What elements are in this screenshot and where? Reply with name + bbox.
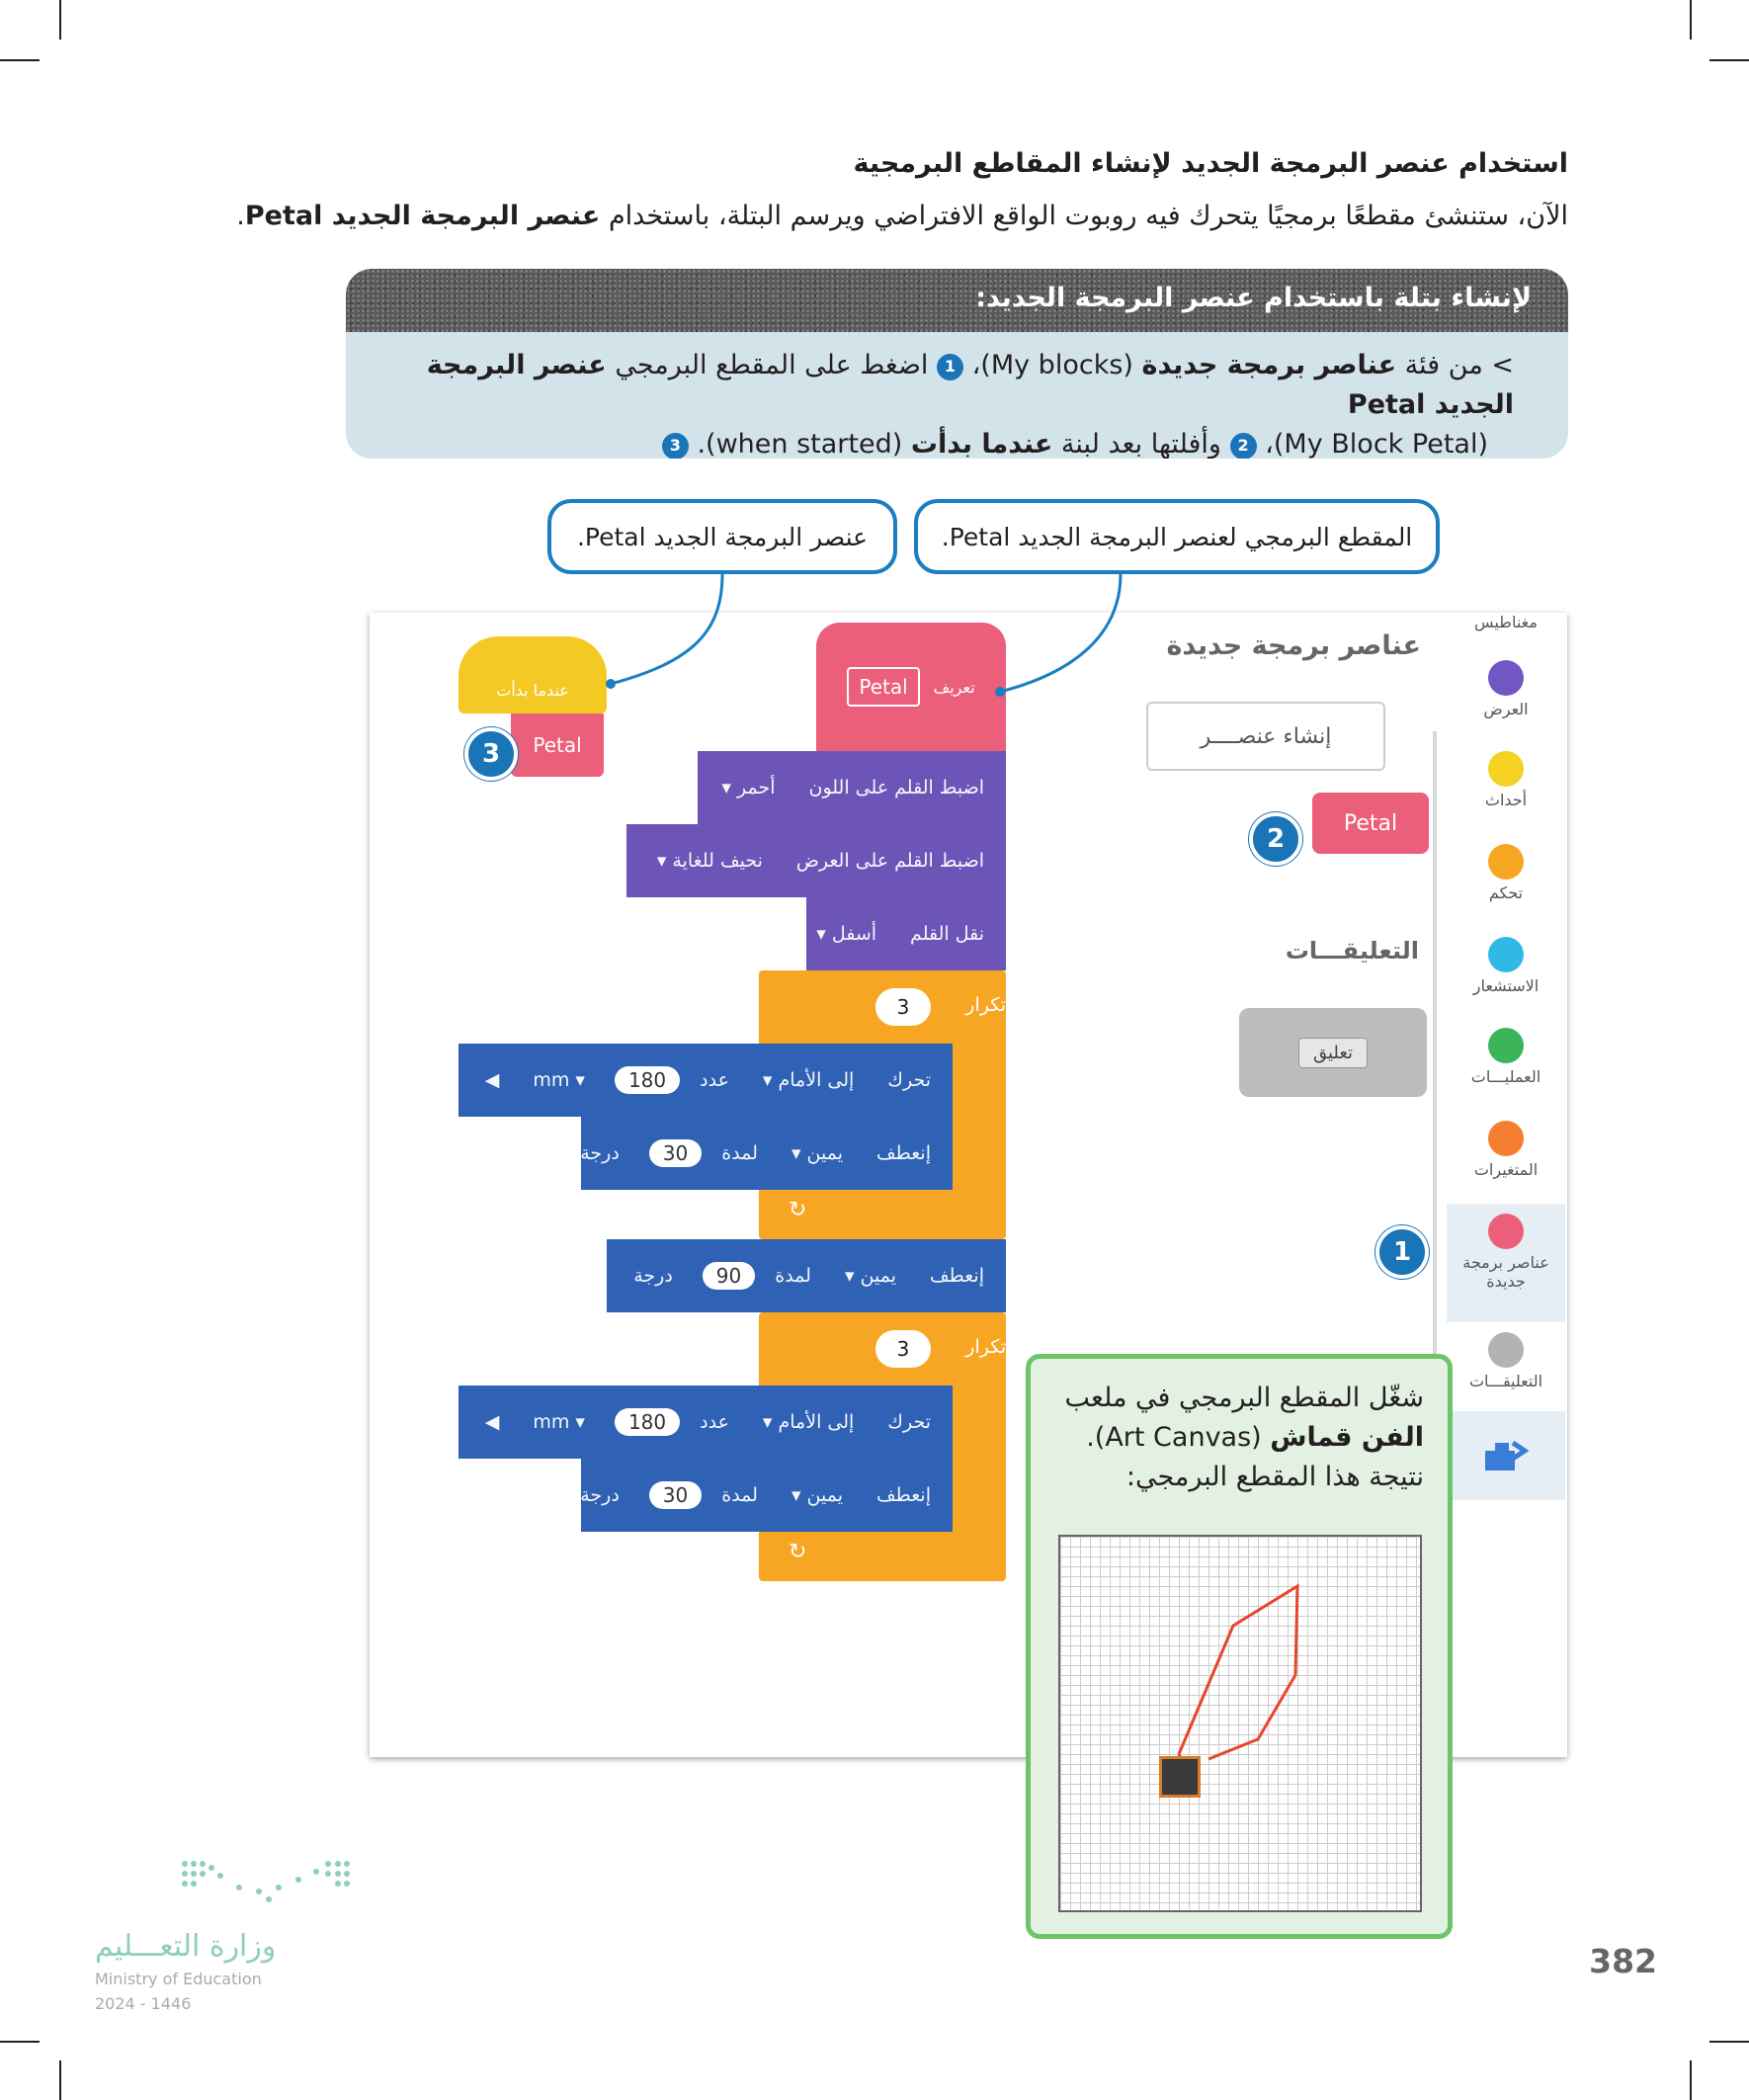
- result-box: [1026, 1354, 1453, 1939]
- distance-input[interactable]: 180: [615, 1408, 680, 1436]
- step-marker-3: 3: [464, 727, 518, 781]
- category-my-blocks[interactable]: عناصر برمجة جديدة: [1447, 1204, 1565, 1322]
- crop-mark: [1709, 2041, 1749, 2043]
- category-sensing[interactable]: الاستشعار: [1447, 937, 1565, 995]
- repeat-side: [953, 1044, 1006, 1188]
- ministry-name-arabic: وزارة التعـــليم: [95, 1929, 277, 1964]
- set-pen-width-block[interactable]: اضبط القلم على العرض نحيف للغاية ▾: [626, 824, 1006, 897]
- category-operators[interactable]: العمليـــات: [1447, 1028, 1565, 1086]
- step-badge: 1: [937, 354, 963, 380]
- result-text: شغّل المقطع البرمجي في ملعب الفن قماش (Art Canvas). نتيجة هذا المقطع البرمجي:: [1064, 1383, 1424, 1492]
- step-badge: 2: [1230, 433, 1257, 460]
- drive-forward-block[interactable]: تحرك إلى الأمام ▾ عدد 180 ▾ mm ◀: [458, 1044, 953, 1117]
- page-number: 382: [1589, 1942, 1657, 1980]
- distance-input[interactable]: 180: [615, 1066, 680, 1094]
- category-variables[interactable]: المتغيرات: [1447, 1121, 1565, 1179]
- section-heading: استخدام عنصر البرمجة الجديد لإنشاء المقاطع البرمجية: [853, 148, 1568, 179]
- intro-paragraph: الآن، ستنشئ مقطعًا برمجيًا يتحرك فيه روبوت الواقع الافتراضي ويرسم البتلة، باستخدام عنصر البرمجة الجديد Petal.: [236, 201, 1568, 231]
- category-events[interactable]: أحداث: [1447, 751, 1565, 809]
- repeat-label: تكرار: [965, 994, 1006, 1016]
- instructions-body: > من فئة عناصر برمجة جديدة (My blocks)، 1 اضغط على المقطع البرمجي عنصر البرمجة الجديد Petal (My Block Petal)، 2 وأفلتها بعد لبنة عندما بدأت (when started). 3: [426, 350, 1514, 459]
- instructions-box: [346, 269, 1568, 459]
- petal-block-placed[interactable]: Petal: [511, 714, 604, 777]
- repeat-count-input[interactable]: 3: [875, 988, 931, 1026]
- move-pen-block[interactable]: نقل القلم أسفل ▾: [806, 897, 1006, 970]
- turn-right-90-block[interactable]: إنعطف يمين ▾ لمدة 90 درجة ◀: [607, 1239, 1006, 1312]
- repeat-foot: ↻: [759, 1188, 1006, 1239]
- crop-mark: [0, 2041, 40, 2043]
- set-pen-color-block[interactable]: اضبط القلم على اللون أحمر ▾: [698, 751, 1006, 824]
- category-magnet[interactable]: مغناطيس: [1474, 613, 1538, 631]
- robot-icon: [1159, 1756, 1201, 1798]
- palette-petal-block[interactable]: Petal: [1312, 793, 1429, 854]
- comment-input[interactable]: تعليق: [1298, 1038, 1368, 1068]
- define-petal-block[interactable]: تعريف Petal: [816, 623, 1006, 751]
- when-started-block[interactable]: عندما بدأت: [458, 636, 607, 714]
- art-canvas-output: [1058, 1535, 1422, 1912]
- ministry-logo-icon: [180, 1858, 352, 1907]
- extensions-icon[interactable]: [1447, 1411, 1565, 1500]
- crop-mark: [59, 0, 61, 40]
- degrees-input[interactable]: 30: [649, 1139, 702, 1167]
- callout-petal-block: عنصر البرمجة الجديد Petal.: [547, 499, 897, 574]
- ministry-years: 2024 - 1446: [95, 1994, 192, 2013]
- degrees-input[interactable]: 90: [703, 1262, 755, 1290]
- repeat-label: تكرار: [965, 1336, 1006, 1358]
- instructions-title: لإنشاء بتلة باستخدام عنصر البرمجة الجديد:: [346, 269, 1568, 332]
- crop-mark: [1690, 2060, 1692, 2100]
- category-looks[interactable]: العرض: [1447, 660, 1565, 718]
- comments-title: التعليقـــات: [1285, 937, 1419, 965]
- comment-block[interactable]: [1239, 1008, 1427, 1097]
- degrees-input[interactable]: 30: [649, 1481, 702, 1509]
- crop-mark: [59, 2060, 61, 2100]
- category-comments[interactable]: التعليقـــات: [1447, 1332, 1565, 1390]
- crop-mark: [1709, 59, 1749, 61]
- step-marker-2: 2: [1249, 812, 1302, 866]
- drive-forward-block[interactable]: تحرك إلى الأمام ▾ عدد 180 ▾ mm ◀: [458, 1386, 953, 1459]
- repeat-count-input[interactable]: 3: [875, 1330, 931, 1368]
- crop-mark: [1690, 0, 1692, 40]
- petal-drawing: [1060, 1537, 1420, 1910]
- crop-mark: [0, 59, 40, 61]
- callout-petal-definition: المقطع البرمجي لعنصر البرمجة الجديد Petal.: [914, 499, 1440, 574]
- step-badge: 3: [662, 433, 689, 460]
- turn-right-block[interactable]: إنعطف يمين ▾ لمدة 30 درجة ◀: [581, 1459, 953, 1532]
- turn-right-block[interactable]: إنعطف يمين ▾ لمدة 30 درجة ◀: [581, 1117, 953, 1190]
- repeat-foot: ↻: [759, 1530, 1006, 1581]
- make-block-button[interactable]: إنشاء عنصــــر: [1146, 702, 1385, 771]
- category-control[interactable]: تحكم: [1447, 844, 1565, 902]
- ministry-name-english: Ministry of Education: [95, 1970, 262, 1988]
- repeat-side: [953, 1386, 1006, 1530]
- step-marker-1: 1: [1375, 1225, 1429, 1279]
- palette-title: عناصر برمجة جديدة: [1166, 630, 1421, 661]
